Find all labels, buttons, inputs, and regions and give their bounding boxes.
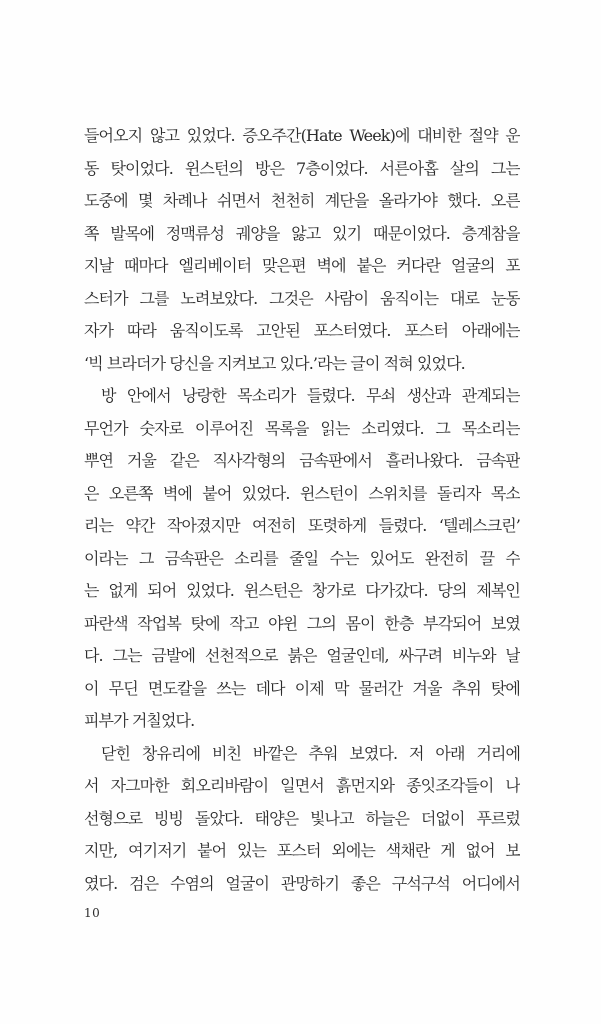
paragraph-2 <box>84 380 520 738</box>
text-line: ‘빅 브라더가 당신을 지켜보고 있다.’라는 글이 적혀 있었다. <box>84 353 465 373</box>
text-line: 는 없게 되어 있었다. 윈스턴은 창가로 다가갔다. 당의 제복인 <box>84 581 520 600</box>
text-line: 서 자그마한 회오리바람이 일면서 흙먼지와 종잇조각들이 나 <box>84 776 520 795</box>
paragraph-1 <box>84 120 520 380</box>
text-line: 쪽 발목에 정맥류성 궤양을 앓고 있기 때문이었다. 층계참을 <box>84 223 520 243</box>
text-line: 들어오지 않고 있었다. 증오주간(Hate Week)에 대비한 절약 운 <box>84 126 520 145</box>
text-line: 지날 때마다 엘리베이터 맞은편 벽에 붙은 커다란 얼굴의 포 <box>84 256 520 275</box>
text-line: 이라는 그 금속판은 소리를 줄일 수는 있어도 완전히 끌 수 <box>84 548 520 568</box>
text-line: 닫힌 창유리에 비친 바깥은 추워 보였다. 저 아래 거리에 <box>101 743 520 763</box>
text-line: 다. 그는 금발에 선천적으로 붉은 얼굴인데, 싸구려 비누와 날 <box>84 646 520 665</box>
text-line: 스터가 그를 노려보았다. 그것은 사람이 움직이는 대로 눈동 <box>84 288 520 308</box>
text-line: 뿌연 거울 같은 직사각형의 금속판에서 흘러나왔다. 금속판 <box>84 451 520 470</box>
text-line: 피부가 거칠었다. <box>84 711 195 730</box>
text-line: 선형으로 빙빙 돌았다. 태양은 빛나고 하늘은 더없이 푸르렀 <box>84 808 520 828</box>
page-number: 10 <box>84 906 101 920</box>
text-line: 무언가 숫자로 이루어진 목록을 읽는 소리였다. 그 목소리는 <box>84 418 520 438</box>
text-line: 이 무딘 면도칼을 쓰는 데다 이제 막 물러간 겨울 추위 탓에 <box>84 678 520 698</box>
text-line: 지만, 여기저기 붙어 있는 포스터 외에는 색채란 게 없어 보 <box>84 841 520 860</box>
body-text <box>84 120 520 900</box>
text-line: 였다. 검은 수염의 얼굴이 관망하기 좋은 구석구석 어디에서 <box>84 873 520 893</box>
text-line: 동 탓이었다. 윈스턴의 방은 7층이었다. 서른아홉 살의 그는 <box>84 158 520 178</box>
text-line: 은 오른쪽 벽에 붙어 있었다. 윈스턴이 스위치를 돌리자 목소 <box>84 483 520 503</box>
paragraph-3 <box>84 738 520 901</box>
text-line: 리는 약간 작아졌지만 여전히 또렷하게 들렸다. ‘텔레스크린’ <box>84 516 520 535</box>
text-line: 방 안에서 낭랑한 목소리가 들렸다. 무쇠 생산과 관계되는 <box>101 386 520 405</box>
text-line: 도중에 몇 차례나 쉬면서 천천히 계단을 올라가야 했다. 오른 <box>84 191 520 210</box>
text-line: 파란색 작업복 탓에 작고 야윈 그의 몸이 한층 부각되어 보였 <box>84 613 520 633</box>
text-line: 자가 따라 움직이도록 고안된 포스터였다. 포스터 아래에는 <box>84 321 520 340</box>
